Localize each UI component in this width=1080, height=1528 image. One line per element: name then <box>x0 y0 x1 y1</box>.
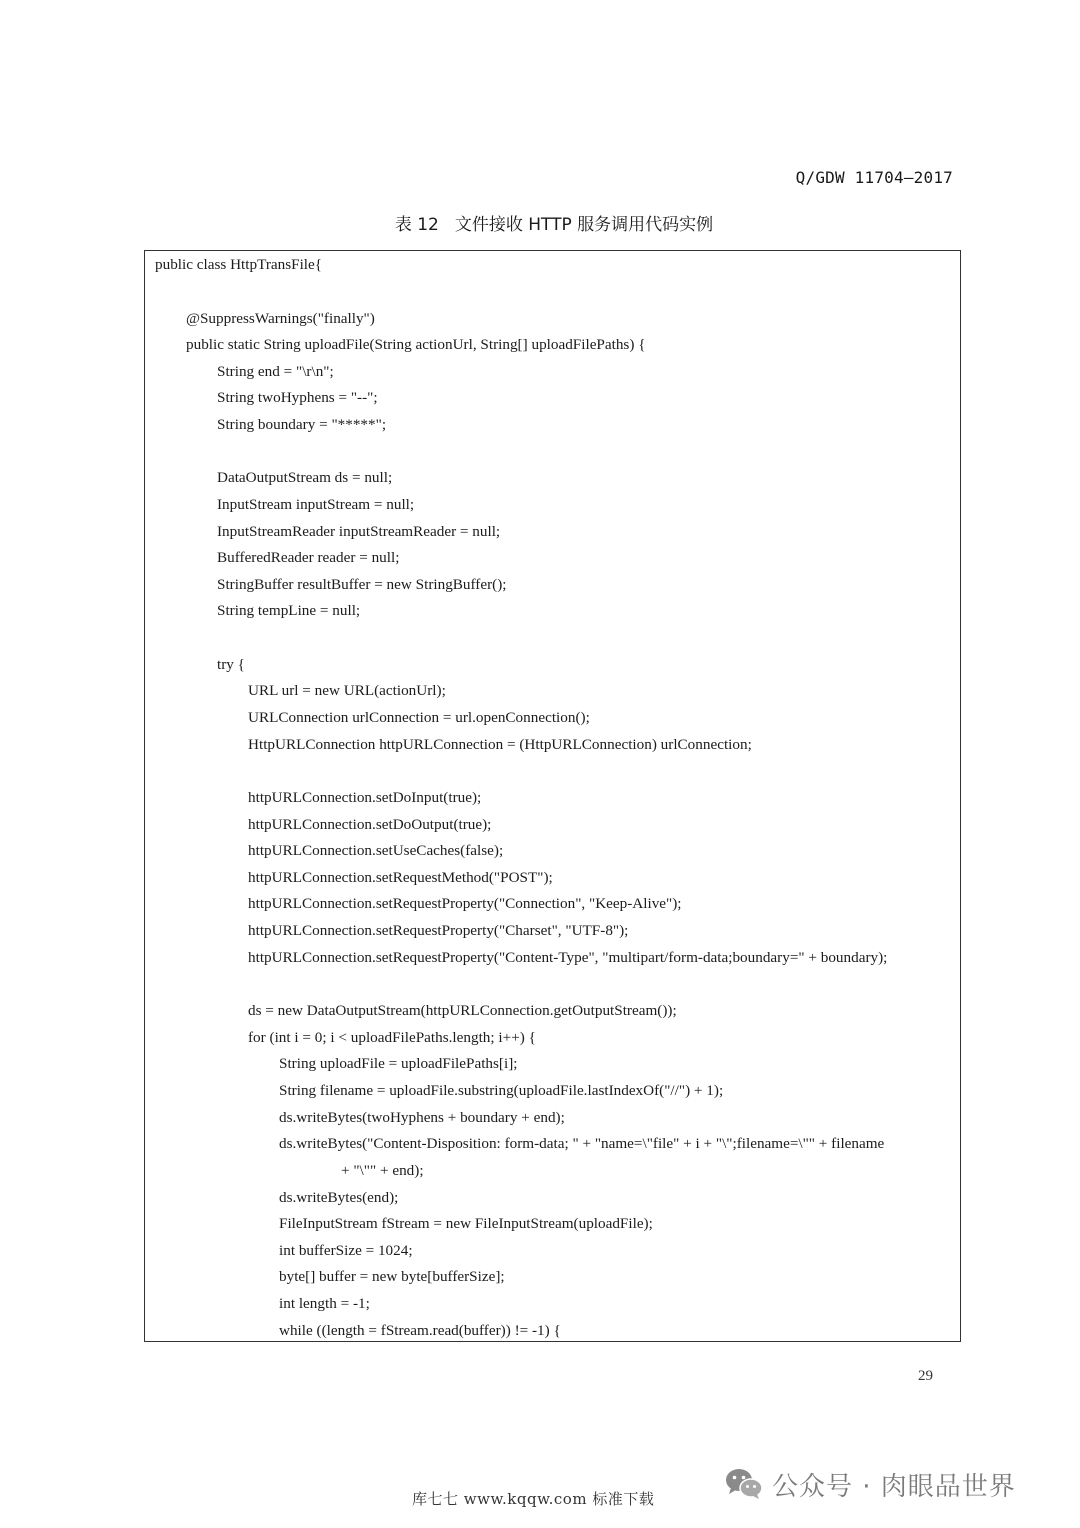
code-line: FileInputStream fStream = new FileInputStream(uploadFile); <box>279 1215 653 1232</box>
code-line: URLConnection urlConnection = url.openConnection(); <box>248 709 590 726</box>
code-line: try { <box>217 656 245 673</box>
code-line: String end = "\r\n"; <box>217 363 334 380</box>
code-line: httpURLConnection.setDoOutput(true); <box>248 816 492 833</box>
code-line: public static String uploadFile(String actionUrl, String[] uploadFilePaths) { <box>186 336 646 353</box>
code-line: ds.writeBytes(twoHyphens + boundary + end); <box>279 1109 565 1126</box>
code-line: int bufferSize = 1024; <box>279 1242 413 1259</box>
footer-site-text: 库七七 www.kqqw.com 标准下载 <box>412 1490 655 1508</box>
code-line: while ((length = fStream.read(buffer)) != -1) { <box>279 1322 561 1339</box>
code-line: for (int i = 0; i < uploadFilePaths.length; i++) { <box>248 1029 536 1046</box>
code-line: + "\"" + end); <box>341 1162 424 1179</box>
code-line: ds = new DataOutputStream(httpURLConnection.getOutputStream()); <box>248 1002 677 1019</box>
code-line: httpURLConnection.setRequestProperty("Charset", "UTF-8"); <box>248 922 629 939</box>
code-line: httpURLConnection.setRequestMethod("POST"); <box>248 869 553 886</box>
code-listing-box <box>144 250 961 1342</box>
table-caption-title: 文件接收 HTTP 服务调用代码实例 <box>454 215 714 235</box>
code-line: InputStream inputStream = null; <box>217 496 415 513</box>
code-line: @SuppressWarnings("finally") <box>186 310 375 327</box>
code-line: BufferedReader reader = null; <box>217 549 400 566</box>
code-line: String filename = uploadFile.substring(uploadFile.lastIndexOf("//") + 1); <box>279 1082 724 1099</box>
standard-number: Q/GDW 11704—2017 <box>795 168 953 187</box>
wechat-account-name: 公众号 · 肉眼品世界 <box>772 1471 1016 1502</box>
code-line: URL url = new URL(actionUrl); <box>248 682 446 699</box>
code-line: httpURLConnection.setDoInput(true); <box>248 789 482 806</box>
wechat-account-watermark <box>724 1466 1016 1502</box>
code-line: httpURLConnection.setUseCaches(false); <box>248 842 504 859</box>
code-line: int length = -1; <box>279 1295 370 1312</box>
code-line: ds.writeBytes("Content-Disposition: form-data; " + "name=\"file" + i + "\";filename=\"" + filename <box>279 1135 885 1152</box>
code-line: String uploadFile = uploadFilePaths[i]; <box>279 1055 518 1072</box>
code-line: byte[] buffer = new byte[bufferSize]; <box>279 1268 505 1285</box>
code-line: httpURLConnection.setRequestProperty("Content-Type", "multipart/form-data;boundary=" + boundary); <box>248 949 888 966</box>
code-line: String boundary = "*****"; <box>217 416 387 433</box>
code-line: String tempLine = null; <box>217 602 361 619</box>
code-line: HttpURLConnection httpURLConnection = (HttpURLConnection) urlConnection; <box>248 736 752 753</box>
code-line: StringBuffer resultBuffer = new StringBuffer(); <box>217 576 507 593</box>
code-line: ds.writeBytes(end); <box>279 1189 399 1206</box>
table-caption <box>0 210 1080 235</box>
code-line: public class HttpTransFile{ <box>155 256 323 273</box>
code-line: DataOutputStream ds = null; <box>217 469 393 486</box>
wechat-icon <box>724 1467 764 1501</box>
code-line: String twoHyphens = "--"; <box>217 389 378 406</box>
code-line: httpURLConnection.setRequestProperty("Connection", "Keep-Alive"); <box>248 895 682 912</box>
page-number: 29 <box>918 1368 933 1384</box>
code-line: InputStreamReader inputStreamReader = null; <box>217 523 501 540</box>
table-caption-number: 表 12 <box>394 215 439 235</box>
